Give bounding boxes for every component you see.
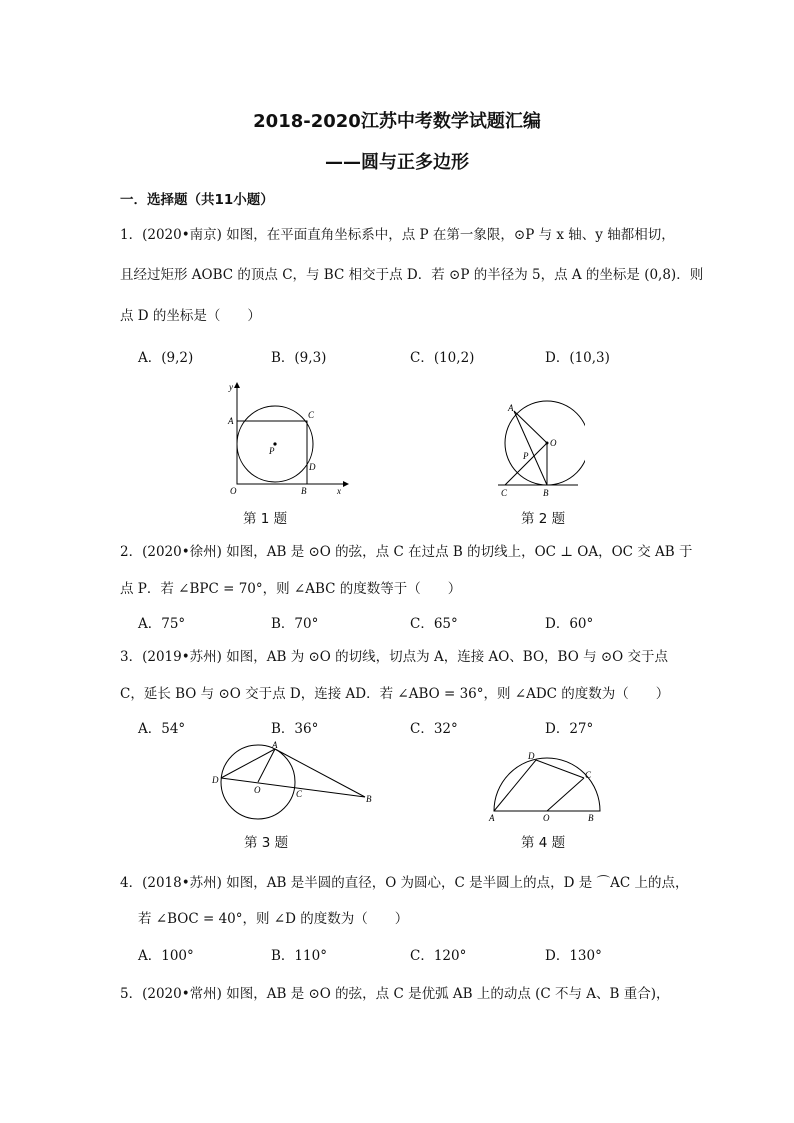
f1-label-b: B (301, 486, 307, 495)
f2-label-o: O (550, 438, 557, 448)
figure-1-caption: 第 1 题 (243, 511, 288, 527)
q4-line-1: 4．(2018•苏州) 如图，AB 是半圆的直径，O 为圆心，C 是半圆上的点，D 是 ⌒AC 上的点， (120, 875, 689, 891)
q2-line-2: 点 P．若 ∠BPC = 70°，则 ∠ABC 的度数等于（ ） (120, 581, 462, 597)
page-subtitle: ——圆与正多边形 (325, 152, 469, 173)
f4-label-o: O (543, 813, 550, 823)
q4-option-b: B．110° (271, 948, 327, 964)
q4-line-2: 若 ∠BOC = 40°，则 ∠D 的度数为（ ） (138, 911, 409, 927)
q3-option-c: C．32° (410, 721, 458, 737)
figure-1-coordinate-circle (215, 380, 355, 495)
q1-option-a: A．(9,2) (138, 350, 194, 366)
f1-label-p: P (269, 446, 275, 456)
f2-label-a: A (508, 403, 514, 413)
q1-line-2: 且经过矩形 AOBC 的顶点 C，与 BC 相交于点 D．若 ⊙P 的半径为 5，点 A 的坐标是 (0,8)．则 (120, 267, 704, 283)
q1-option-c: C．(10,2) (410, 350, 475, 366)
f3-label-d: D (212, 775, 219, 785)
q4-option-c: C．120° (410, 948, 467, 964)
q2-option-d: D．60° (545, 616, 594, 632)
f1-label-a: A (228, 416, 234, 426)
f1-label-o: O (230, 486, 237, 495)
f1-label-y: y (229, 382, 233, 392)
section-heading: 一．选择题（共11小题） (120, 192, 274, 208)
q4-option-a: A．100° (138, 948, 194, 964)
f2-label-b: B (543, 488, 549, 498)
figure-4-caption: 第 4 题 (521, 835, 566, 851)
f4-label-c: C (585, 770, 592, 780)
f1-label-c: C (308, 410, 315, 420)
f3-label-c: C (296, 789, 303, 799)
q3-option-d: D．27° (545, 721, 594, 737)
q3-line-2: C，延长 BO 与 ⊙O 交于点 D，连接 AD．若 ∠ABO = 36°，则 ∠ADC 的度数为（ ） (120, 686, 670, 702)
figure-2-caption: 第 2 题 (521, 511, 566, 527)
q3-option-a: A．54° (138, 721, 186, 737)
q1-option-b: B．(9,3) (271, 350, 327, 366)
q4-option-d: D．130° (545, 948, 602, 964)
q5-line-1: 5．(2020•常州) 如图，AB 是 ⊙O 的弦，点 C 是优弧 AB 上的动点 (C 不与 A、B 重合)， (120, 986, 670, 1002)
q1-option-d: D．(10,3) (545, 350, 610, 366)
f1-label-d: D (309, 462, 316, 472)
q1-line-1: 1．(2020•南京) 如图，在平面直角坐标系中，点 P 在第一象限，⊙P 与 x 轴、y 轴都相切， (120, 227, 675, 243)
f4-label-a: A (489, 813, 495, 823)
f3-label-a: A (272, 740, 278, 750)
q1-line-3: 点 D 的坐标是（ ） (120, 308, 261, 324)
figure-2-circle-tangent (495, 395, 585, 500)
q2-option-b: B．70° (271, 616, 319, 632)
f3-label-b: B (366, 794, 372, 804)
f3-label-o: O (254, 785, 261, 795)
q2-option-c: C．65° (410, 616, 458, 632)
q3-line-1: 3．(2019•苏州) 如图，AB 为 ⊙O 的切线，切点为 A，连接 AO、BO，BO 与 ⊙O 交于点 (120, 649, 669, 665)
f4-label-b: B (588, 813, 594, 823)
q2-line-1: 2．(2020•徐州) 如图，AB 是 ⊙O 的弦，点 C 在过点 B 的切线上，OC ⊥ OA，OC 交 AB 于 (120, 544, 693, 560)
f4-label-d: D (528, 751, 535, 761)
f2-label-c: C (501, 488, 508, 498)
f2-label-p: P (523, 451, 529, 461)
page-title: 2018-2020江苏中考数学试题汇编 (253, 111, 541, 132)
figure-3-caption: 第 3 题 (244, 835, 289, 851)
figure-4-semicircle (482, 747, 602, 825)
f1-label-x: x (337, 486, 341, 495)
figure-3-circle-tangent-line (208, 738, 378, 830)
q3-option-b: B．36° (271, 721, 319, 737)
q2-option-a: A．75° (138, 616, 186, 632)
